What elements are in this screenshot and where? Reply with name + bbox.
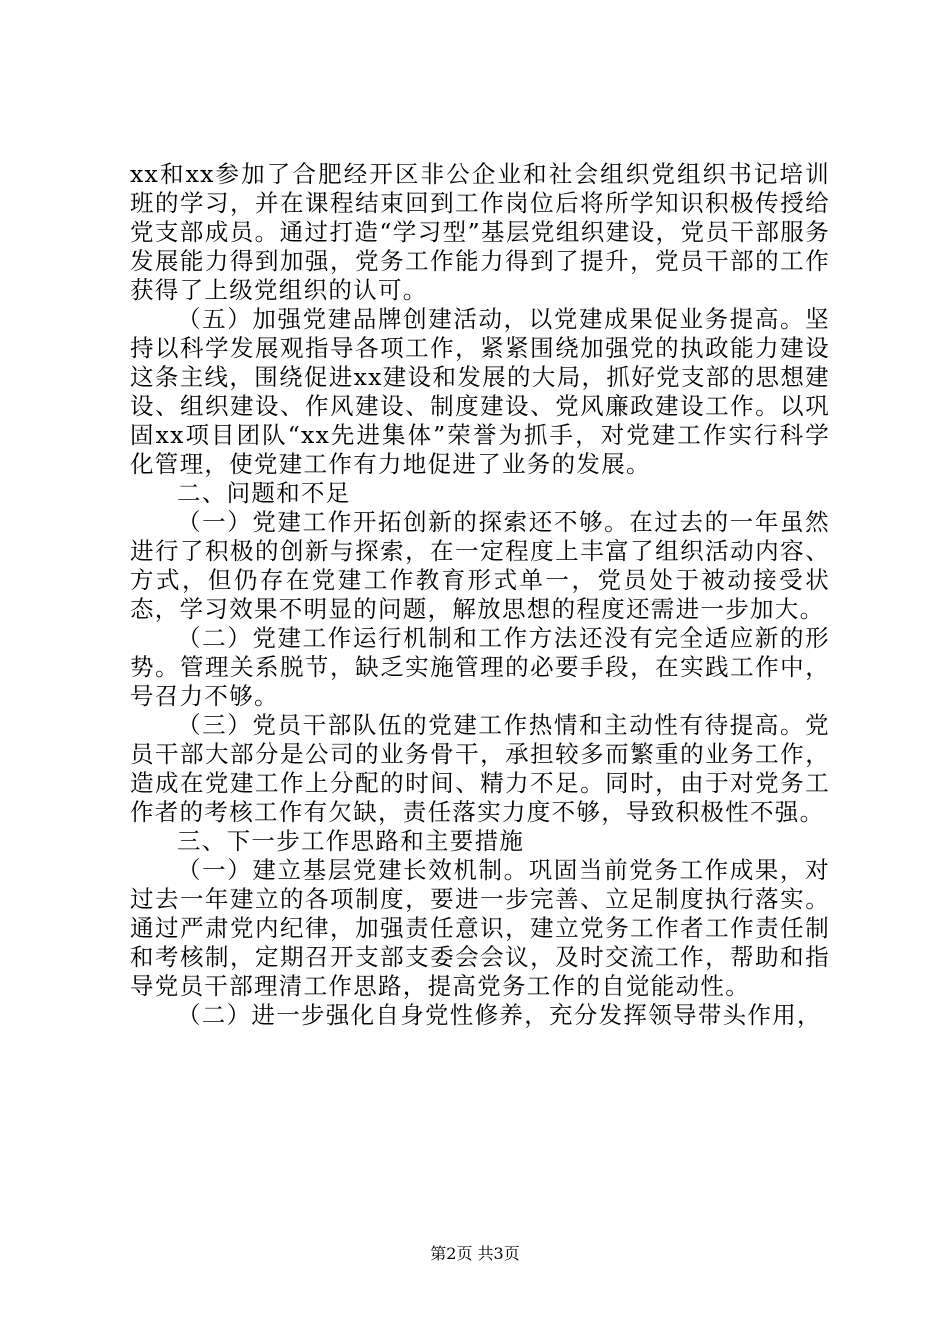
page-footer: 第2页 共3页	[430, 1244, 520, 1263]
paragraph-problem-2: （二）党建工作运行机制和工作方法还没有完全适应新的形势。管理关系脱节，缺乏实施管理的必要手段，在实践工作中，号召力不够。	[130, 624, 830, 710]
document-body	[130, 160, 830, 1030]
paragraph-problem-3: （三）党员干部队伍的党建工作热情和主动性有待提高。党员干部大部分是公司的业务骨干，承担较多而繁重的业务工作，造成在党建工作上分配的时间、精力不足。同时，由于对党务工作者的考核工作有欠缺，责任落实力度不够，导致积极性不强。	[130, 711, 830, 826]
paragraph-1: xx和xx参加了合肥经开区非公企业和社会组织党组织书记培训班的学习，并在课程结束回到工作岗位后将所学知识积极传授给党支部成员。通过打造“学习型”基层党组织建设，党员干部服务发展能力得到加强，党务工作能力得到了提升，党员干部的工作获得了上级党组织的认可。	[130, 160, 830, 304]
paragraph-measure-2: （二）进一步强化自身党性修养，充分发挥领导带头作用，	[177, 1001, 822, 1029]
section-heading-next-steps: 三、下一步工作思路和主要措施	[177, 827, 525, 855]
paragraph-problem-1: （一）党建工作开拓创新的探索还不够。在过去的一年虽然进行了积极的创新与探索，在一定程度上丰富了组织活动内容、方式，但仍存在党建工作教育形式单一，党员处于被动接受状态，学习效果不明显的问题，解放思想的程度还需进一步加大。	[130, 508, 830, 623]
paragraph-2: （五）加强党建品牌创建活动，以党建成果促业务提高。坚持以科学发展观指导各项工作，紧紧围绕加强党的执政能力建设这条主线，围绕促进xx建设和发展的大局，抓好党支部的思想建设、组织建设、作风建设、制度建设、党风廉政建设工作。以巩固xx项目团队“xx先进集体”荣誉为抓手，对党建工作实行科学化管理，使党建工作有力地促进了业务的发展。	[130, 305, 830, 478]
section-heading-problems: 二、问题和不足	[177, 479, 351, 507]
paragraph-measure-1: （一）建立基层党建长效机制。巩固当前党务工作成果，对过去一年建立的各项制度，要进一步完善、立足制度执行落实。通过严肃党内纪律，加强责任意识，建立党务工作者工作责任制和考核制，定期召开支部支委会会议，及时交流工作，帮助和指导党员干部理清工作思路，提高党务工作的自觉能动性。	[130, 856, 830, 1000]
